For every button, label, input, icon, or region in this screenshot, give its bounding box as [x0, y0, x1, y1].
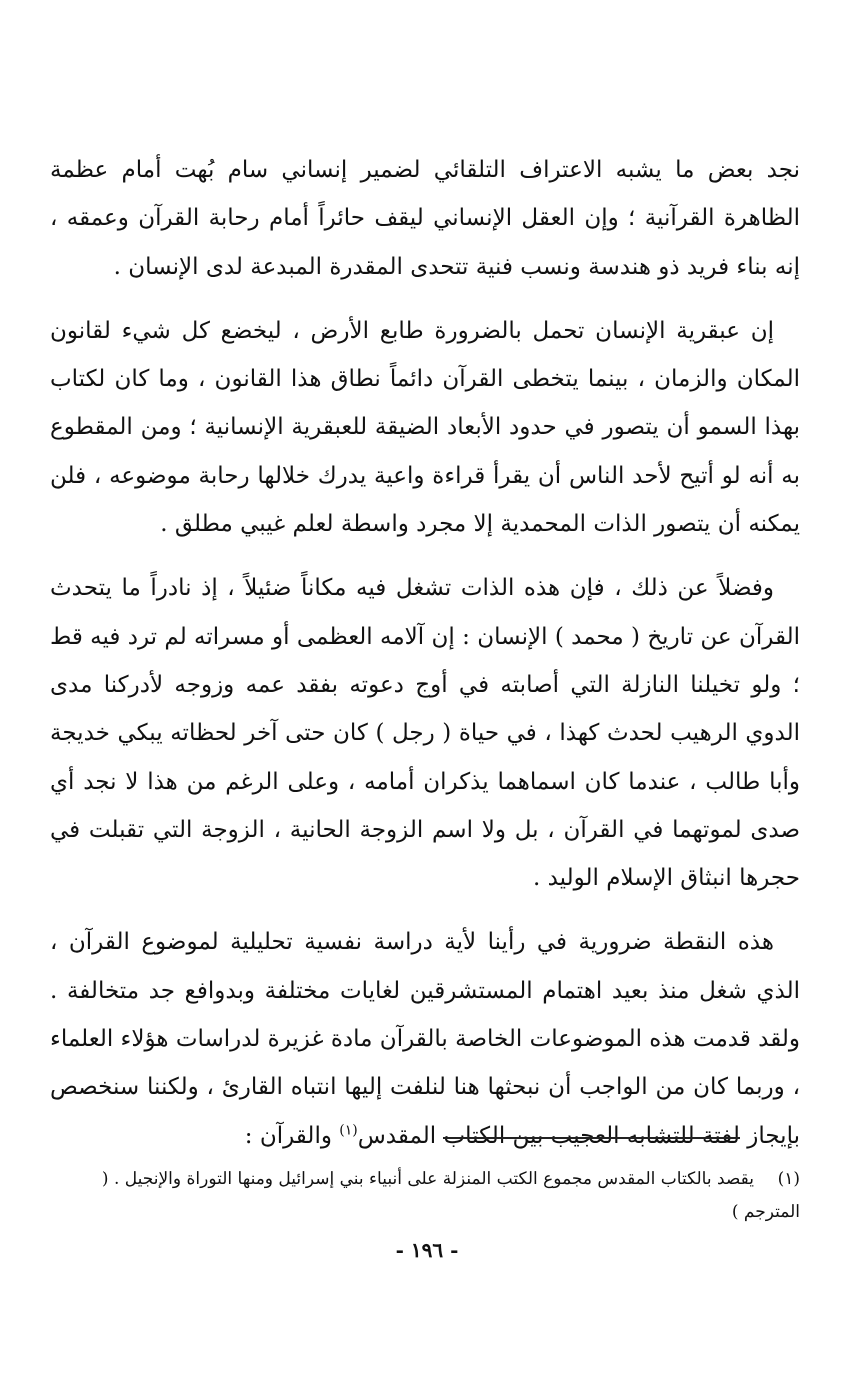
paragraph-3: وفضلاً عن ذلك ، فإن هذه الذات تشغل فيه مكاناً ضئيلاً ، إذ نادراً ما يتحدث القرآن عن تاريخ ( محمد ) الإنسان : إن آلامه العظمى أو مسراته لم ترد فيه قط ؛ ولو تخيلنا النازلة التي أصابته في أوج دعوته بفقد عمه وزوجه لأدركنا مدى الدوي الرهيب لحدث كهذا ، في حياة ( رجل ) كان حتى آخر لحظاته يبكي خديجة وأبا طالب ، عندما كان اسماهما يذكران أمامه ، وعلى الرغم من هذا لا نجد أي صدى لموتهما في القرآن ، بل ولا اسم الزوجة الحانية ، الزوجة التي تقبلت في حجرها انبثاق الإسلام الوليد . — [50, 575, 800, 892]
paragraph-1: نجد بعض ما يشبه الاعتراف التلقائي لضمير إنساني سام بُهت أمام عظمة الظاهرة القرآنية ؛ وإن العقل الإنساني ليقف حائراً أمام رحابة القرآن وعمقه ، إنه بناء فريد ذو هندسة ونسب فنية تتحدى المقدرة المبدعة لدى الإنسان . — [50, 157, 801, 280]
footnote-reference: (١) — [339, 1121, 358, 1138]
footnote-number: (١) — [777, 1169, 800, 1189]
footnote-divider — [443, 1137, 740, 1139]
body-text — [50, 146, 800, 1160]
footnote-text: يقصد بالكتاب المقدس مجموع الكتب المنزلة على أنبياء بني إسرائيل ومنها التوراة والإنجيل . ( المترجم ) — [101, 1169, 800, 1222]
paragraph-2: إن عبقرية الإنسان تحمل بالضرورة طابع الأرض ، ليخضع كل شيء لقانون المكان والزمان ، بينما يتخطى القرآن دائماً نطاق هذا القانون ، وما كان لكتاب بهذا السمو أن يتصور في حدود الأبعاد الضيقة للعبقرية الإنسانية ؛ ومن المقطوع به أنه لو أتيح لأحد الناس أن يقرأ قراءة واعية يدرك خلالها رحابة موضوعه ، فلن يمكنه أن يتصور الذات المحمدية إلا مجرد واسطة لعلم غيبي مطلق . — [50, 317, 800, 538]
paragraph-4 — [50, 918, 800, 1159]
page-number: - ١٩٦ - — [395, 1238, 459, 1262]
footnote — [50, 1163, 800, 1229]
paragraph-4-tail: والقرآن : — [244, 1122, 340, 1149]
paragraph-4-text: هذه النقطة ضرورية في رأينا لأية دراسة نفسية تحليلية لموضوع القرآن ، الذي شغل منذ بعيد اهتمام المستشرقين لغايات مختلفة وبدوافع جد متخالفة . ولقد قدمت هذه الموضوعات الخاصة بالقرآن مادة غزيرة لدراسات هؤلاء العلماء ، وربما كان من الواجب أن نبحثها هنا لنلفت إليها انتباه القارئ ، ولكننا سنخصص بإيجاز لفتة للتشابه العجيب بين الكتاب المقدس — [50, 929, 800, 1149]
